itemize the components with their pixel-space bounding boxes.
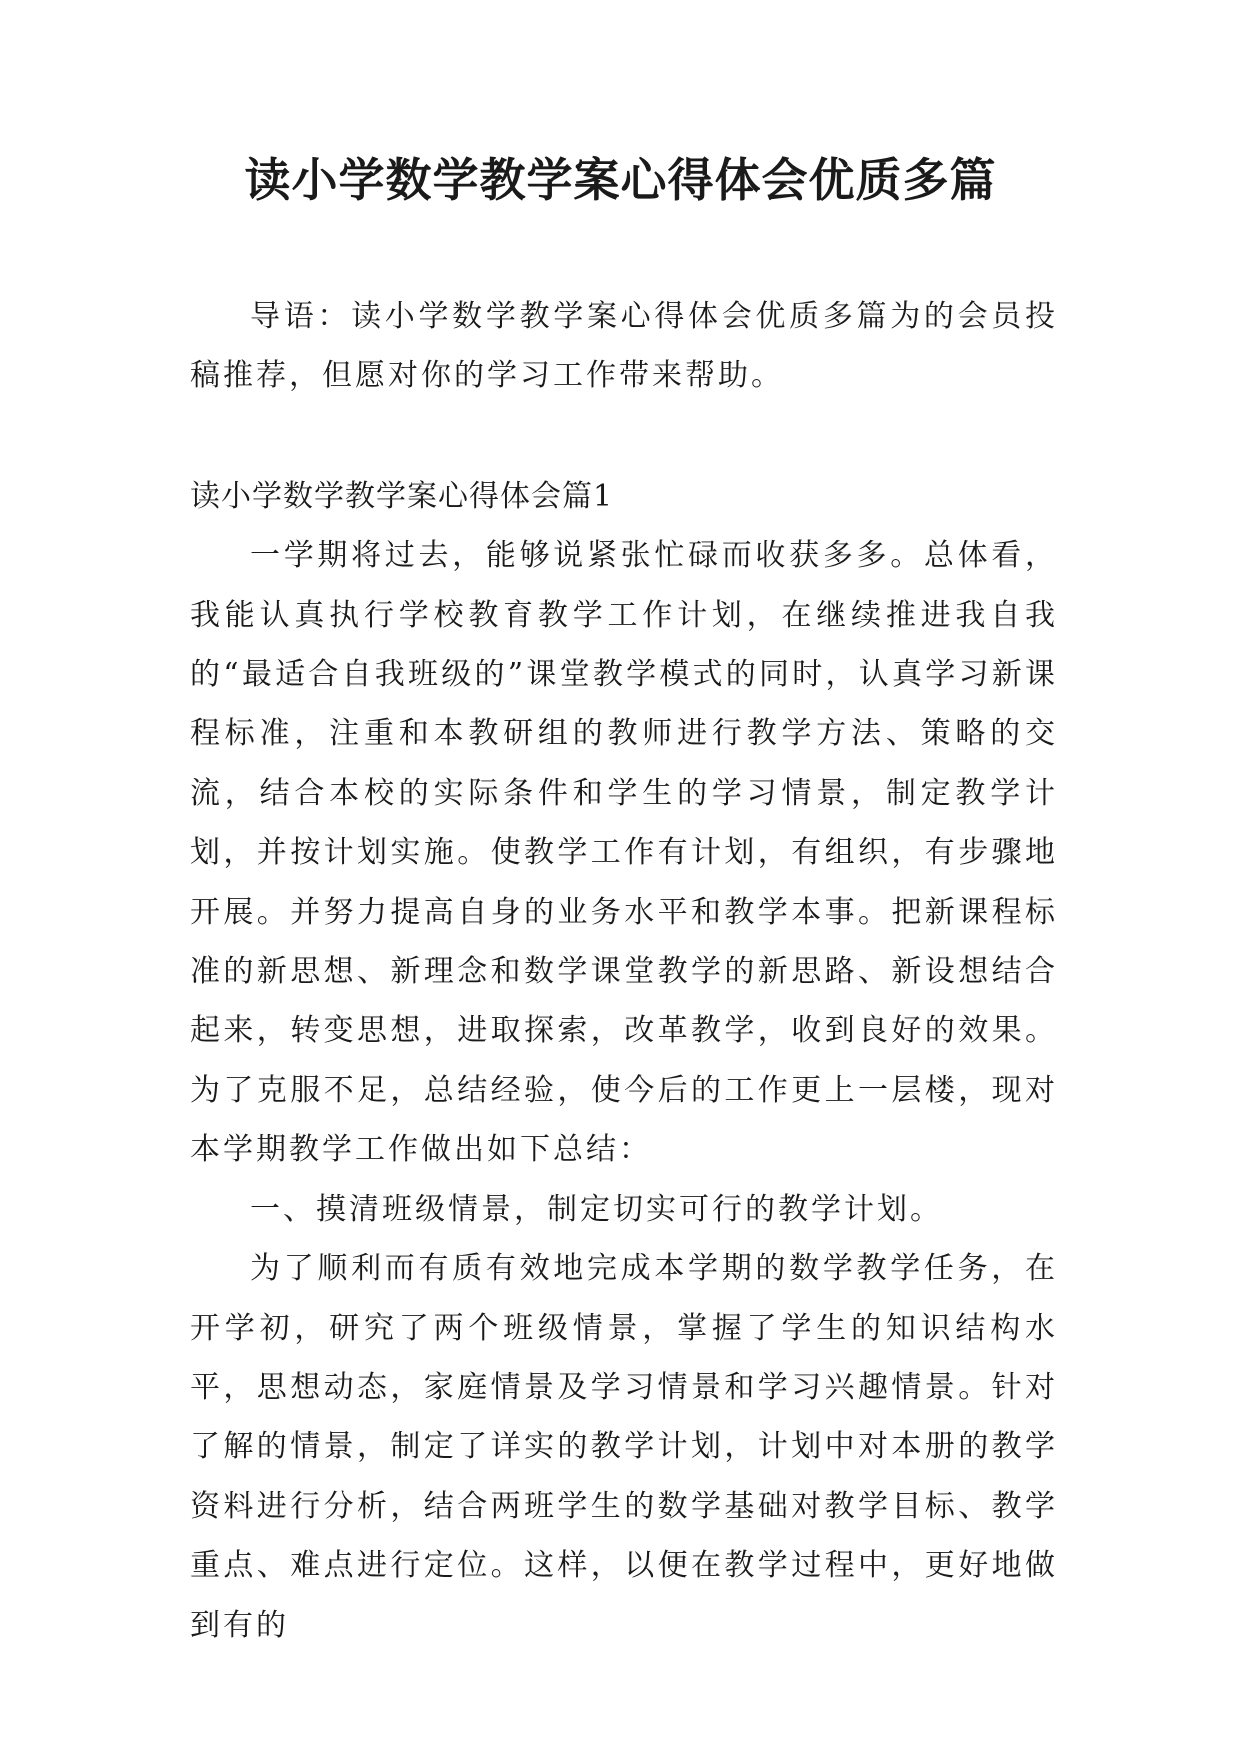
body-paragraph: 为了顺利而有质有效地完成本学期的数学教学任务，在开学初，研究了两个班级情景，掌握了学生的知识结构水平，思想动态，家庭情景及学习情景和学习兴趣情景。针对了解的情景，制定了详实的教学计划，计划中对本册的教学资料进行分析，结合两班学生的数学基础对教学目标、教学重点、难点进行定位。这样，以便在教学过程中，更好地做到有的 xyxy=(190,1251,1058,1643)
body-paragraph: 一学期将过去，能够说紧张忙碌而收获多多。总体看，我能认真执行学校教育教学工作计划，在继续推进我自我的“最适合自我班级的”课堂教学模式的同时，认真学习新课程标准，注重和本教研组的教师进行教学方法、策略的交流，结合本校的实际条件和学生的学习情景，制定教学计划，并按计划实施。使教学工作有计划，有组织，有步骤地开展。并努力提高自身的业务水平和教学本事。把新课程标准的新思想、新理念和数学课堂教学的新思路、新设想结合起来，转变思想，进取探索，改革教学，收到良好的效果。为了克服不足，总结经验，使今后的工作更上一层楼，现对本学期教学工作做出如下总结： xyxy=(190,538,1058,1168)
document-title: 读小学数学教学案心得体会优质多篇 xyxy=(244,153,997,207)
intro-paragraph: 导语：读小学数学教学案心得体会优质多篇为的会员投稿推荐，但愿对你的学习工作带来帮助。 xyxy=(190,299,1058,394)
document-body xyxy=(190,287,1058,1655)
body-paragraph: 一、摸清班级情景，制定切实可行的教学计划。 xyxy=(250,1191,943,1227)
section-heading: 读小学数学教学案心得体会篇1 xyxy=(190,478,614,514)
